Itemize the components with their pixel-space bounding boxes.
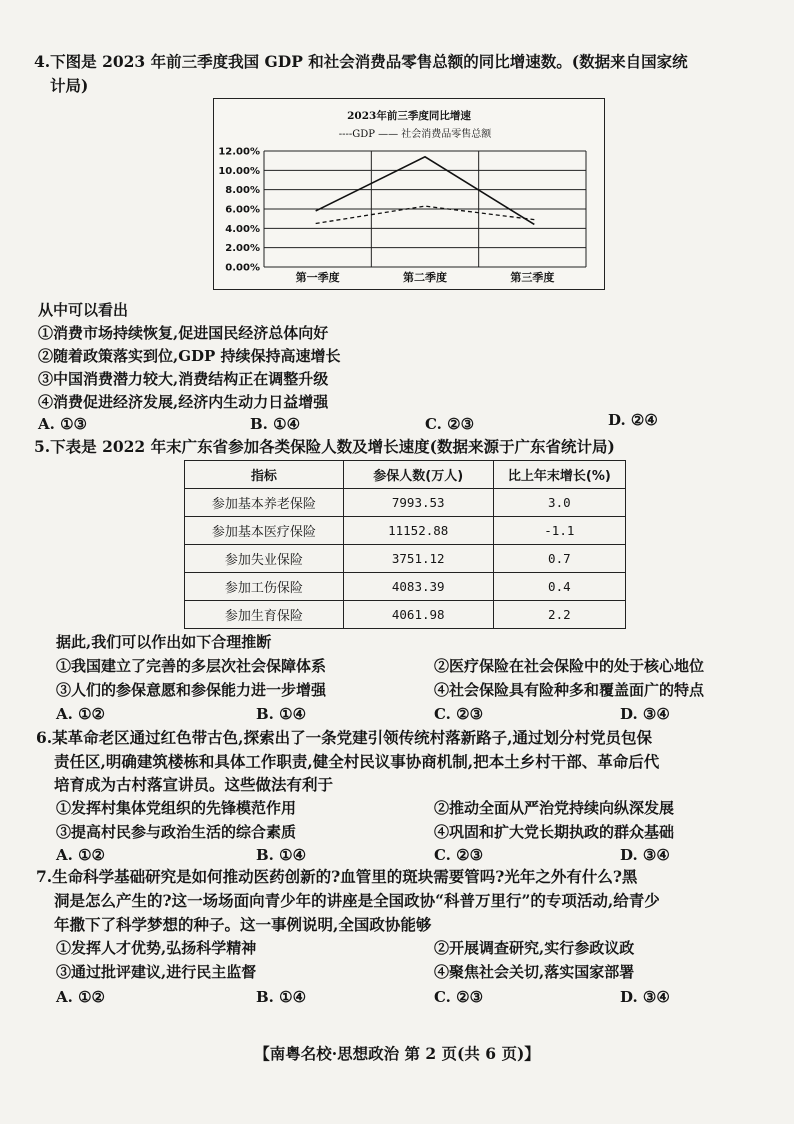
table-cell: 3.0 [493,489,625,517]
q6-choice-c: C. ②③ [434,846,484,864]
table-cell: 参加基本医疗保险 [185,517,344,545]
q5-choice-d: D. ③④ [620,705,670,723]
q4-choice-c: C. ②③ [425,415,475,433]
y-tick-label: 2.00% [225,243,260,255]
q5-option-1: ①我国建立了完善的多层次社会保障体系 [56,657,327,675]
table-cell: 0.4 [493,573,625,601]
page-footer: 【南粤名校·思想政治 第 2 页(共 6 页)】 [254,1044,540,1063]
q6-stem-line1: 6.某革命老区通过红色带古色,探索出了一条党建引领传统村落新路子,通过划分村党员包保 [36,728,652,747]
q4-stem-line2: 计局) [50,76,89,95]
table-cell: 2.2 [493,601,625,629]
q6-option-1: ①发挥村集体党组织的先锋模范作用 [56,799,297,817]
q4-choice-b: B. ①④ [250,415,301,433]
q6-option-3: ③提高村民参与政治生活的综合素质 [56,823,297,841]
table-header-cell: 指标 [185,461,344,489]
q7-stem-line2: 洞是怎么产生的?这一场场面向青少年的讲座是全国政协“科普万里行”的专项活动,给青少 [54,891,660,910]
table-row [185,489,626,517]
q5-option-4: ④社会保险具有险种多和覆盖面广的特点 [434,681,705,699]
q5-choice-b: B. ①④ [256,705,307,723]
y-tick-label: 8.00% [225,185,260,197]
q6-stem-line3: 培育成为古村落宣讲员。这些做法有利于 [54,775,334,794]
q7-choice-b: B. ①④ [256,988,307,1006]
q5-lead: 据此,我们可以作出如下合理推断 [56,633,272,651]
table-cell: 3751.12 [343,545,493,573]
chart-title: 2023年前三季度同比增速 [347,110,471,122]
q7-option-2: ②开展调查研究,实行参政议政 [434,939,635,957]
q5-option-2: ②医疗保险在社会保险中的处于核心地位 [434,657,705,675]
table-header-cell: 参保人数(万人) [343,461,493,489]
q6-choice-b: B. ①④ [256,846,307,864]
table-row [185,573,626,601]
table-cell: 4061.98 [343,601,493,629]
table-cell: 参加失业保险 [185,545,344,573]
table-header-cell: 比上年末增长(%) [493,461,625,489]
q4-option-4: ④消费促进经济发展,经济内生动力日益增强 [38,393,329,411]
q4-choice-d: D. ②④ [608,411,658,429]
q6-stem-line2: 责任区,明确建筑楼栋和具体工作职责,健全村民议事协商机制,把本土乡村干部、革命后代 [54,752,660,771]
chart-svg [214,99,606,291]
y-tick-label: 10.00% [218,165,260,177]
table-cell: 11152.88 [343,517,493,545]
q7-stem-line1: 7.生命科学基础研究是如何推动医药创新的?血管里的斑块需要管吗?光年之外有什么?黑 [36,867,638,886]
q7-option-1: ①发挥人才优势,弘扬科学精神 [56,939,257,957]
q5-option-3: ③人们的参保意愿和参保能力进一步增强 [56,681,327,699]
table-cell: 4083.39 [343,573,493,601]
chart-legend: ----GDP —— 社会消费品零售总额 [338,129,492,140]
q4-option-3: ③中国消费潜力较大,消费结构正在调整升级 [38,370,329,388]
q4-option-1: ①消费市场持续恢复,促进国民经济总体向好 [38,324,329,342]
q7-option-4: ④聚焦社会关切,落实国家部署 [434,963,635,981]
y-tick-label: 12.00% [218,146,260,158]
retail-sales-series-line [316,157,535,225]
q4-option-2: ②随着政策落实到位,GDP 持续保持高速增长 [38,347,341,365]
x-tick-label: 第一季度 [295,271,340,284]
table-cell: 参加基本养老保险 [185,489,344,517]
q7-choice-a: A. ①② [56,988,105,1006]
insurance-table [184,460,626,629]
table-row [185,517,626,545]
q5-choice-c: C. ②③ [434,705,484,723]
x-tick-label: 第二季度 [403,271,447,284]
q7-option-3: ③通过批评建议,进行民主监督 [56,963,257,981]
table-cell: -1.1 [493,517,625,545]
y-tick-label: 0.00% [225,262,260,274]
table-row [185,545,626,573]
q7-stem-line3: 年撒下了科学梦想的种子。这一事例说明,全国政协能够 [54,915,432,934]
q6-option-4: ④巩固和扩大党长期执政的群众基础 [434,823,675,841]
table-cell: 参加生育保险 [185,601,344,629]
table-header-row [185,461,626,489]
q4-choice-a: A. ①③ [38,415,87,433]
table-cell: 参加工伤保险 [185,573,344,601]
table-cell: 7993.53 [343,489,493,517]
q7-choice-c: C. ②③ [434,988,484,1006]
y-tick-label: 6.00% [225,204,260,216]
q5-stem: 5.下表是 2022 年末广东省参加各类保险人数及增长速度(数据来源于广东省统计局) [34,437,615,456]
table-cell: 0.7 [493,545,625,573]
q6-option-2: ②推动全面从严治党持续向纵深发展 [434,799,675,817]
q7-choice-d: D. ③④ [620,988,670,1006]
q4-stem-line1: 4.下图是 2023 年前三季度我国 GDP 和社会消费品零售总额的同比增速数。(数据来自国家统 [34,52,688,71]
q6-choice-d: D. ③④ [620,846,670,864]
x-tick-label: 第三季度 [510,271,555,284]
table-row [185,601,626,629]
growth-line-chart [213,98,605,290]
y-tick-label: 4.00% [225,223,260,235]
q6-choice-a: A. ①② [56,846,105,864]
q4-lead: 从中可以看出 [38,301,129,319]
q5-choice-a: A. ①② [56,705,105,723]
